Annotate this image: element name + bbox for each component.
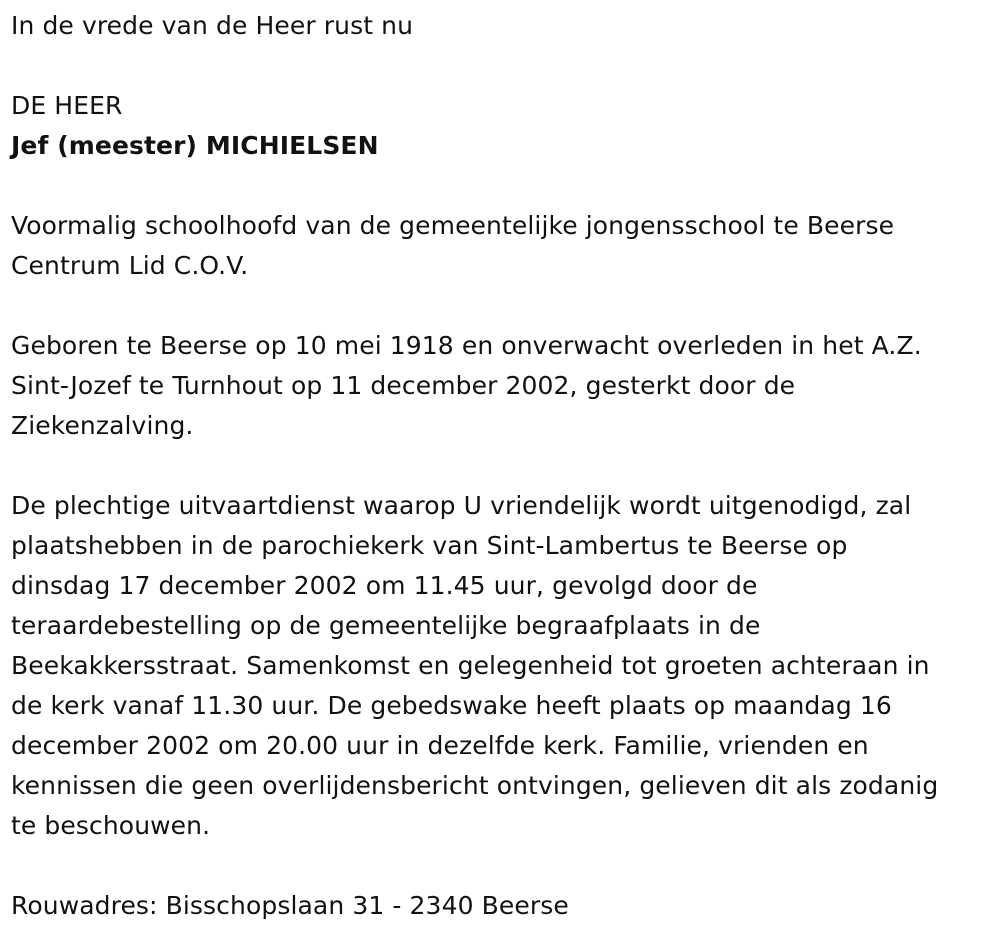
service-line: dinsdag 17 december 2002 om 11.45 uur, gevolgd door de [11,571,758,600]
spacer [11,46,996,86]
service-line: december 2002 om 20.00 uur in dezelfde kerk. Familie, vrienden en [11,731,869,760]
spacer [11,846,996,886]
obituary-notice [11,6,996,926]
spacer [11,166,996,206]
service-line: de kerk vanaf 11.30 uur. De gebedswake heeft plaats op maandag 16 [11,691,892,720]
spacer [11,286,996,326]
spacer [11,446,996,486]
intro-line: In de vrede van de Heer rust nu [11,11,414,40]
mourning-address: Rouwadres: Bisschopslaan 31 - 2340 Beerse [11,891,569,920]
birth-line: Sint-Jozef te Turnhout op 11 december 2002, gesterkt door de [11,371,796,400]
birth-death-paragraph [11,326,996,446]
service-line: plaatshebben in de parochiekerk van Sint-Lambertus te Beerse op [11,531,848,560]
honorific: DE HEER [11,91,123,120]
funeral-service-paragraph [11,486,996,846]
birth-line: Geboren te Beerse op 10 mei 1918 en onverwacht overleden in het A.Z. [11,331,922,360]
role-line: Voormalig schoolhoofd van de gemeentelijke jongensschool te Beerse [11,211,895,240]
birth-line: Ziekenzalving. [11,411,194,440]
service-line: De plechtige uitvaartdienst waarop U vriendelijk wordt uitgenodigd, zal [11,491,912,520]
service-line: kennissen die geen overlijdensbericht ontvingen, gelieven dit als zodanig [11,771,939,800]
role-paragraph [11,206,996,286]
role-line: Centrum Lid C.O.V. [11,251,249,280]
deceased-name: Jef (meester) MICHIELSEN [11,131,379,160]
service-line: Beekakkersstraat. Samenkomst en gelegenheid tot groeten achteraan in [11,651,930,680]
service-line: teraardebestelling op de gemeentelijke begraafplaats in de [11,611,761,640]
service-line: te beschouwen. [11,811,211,840]
